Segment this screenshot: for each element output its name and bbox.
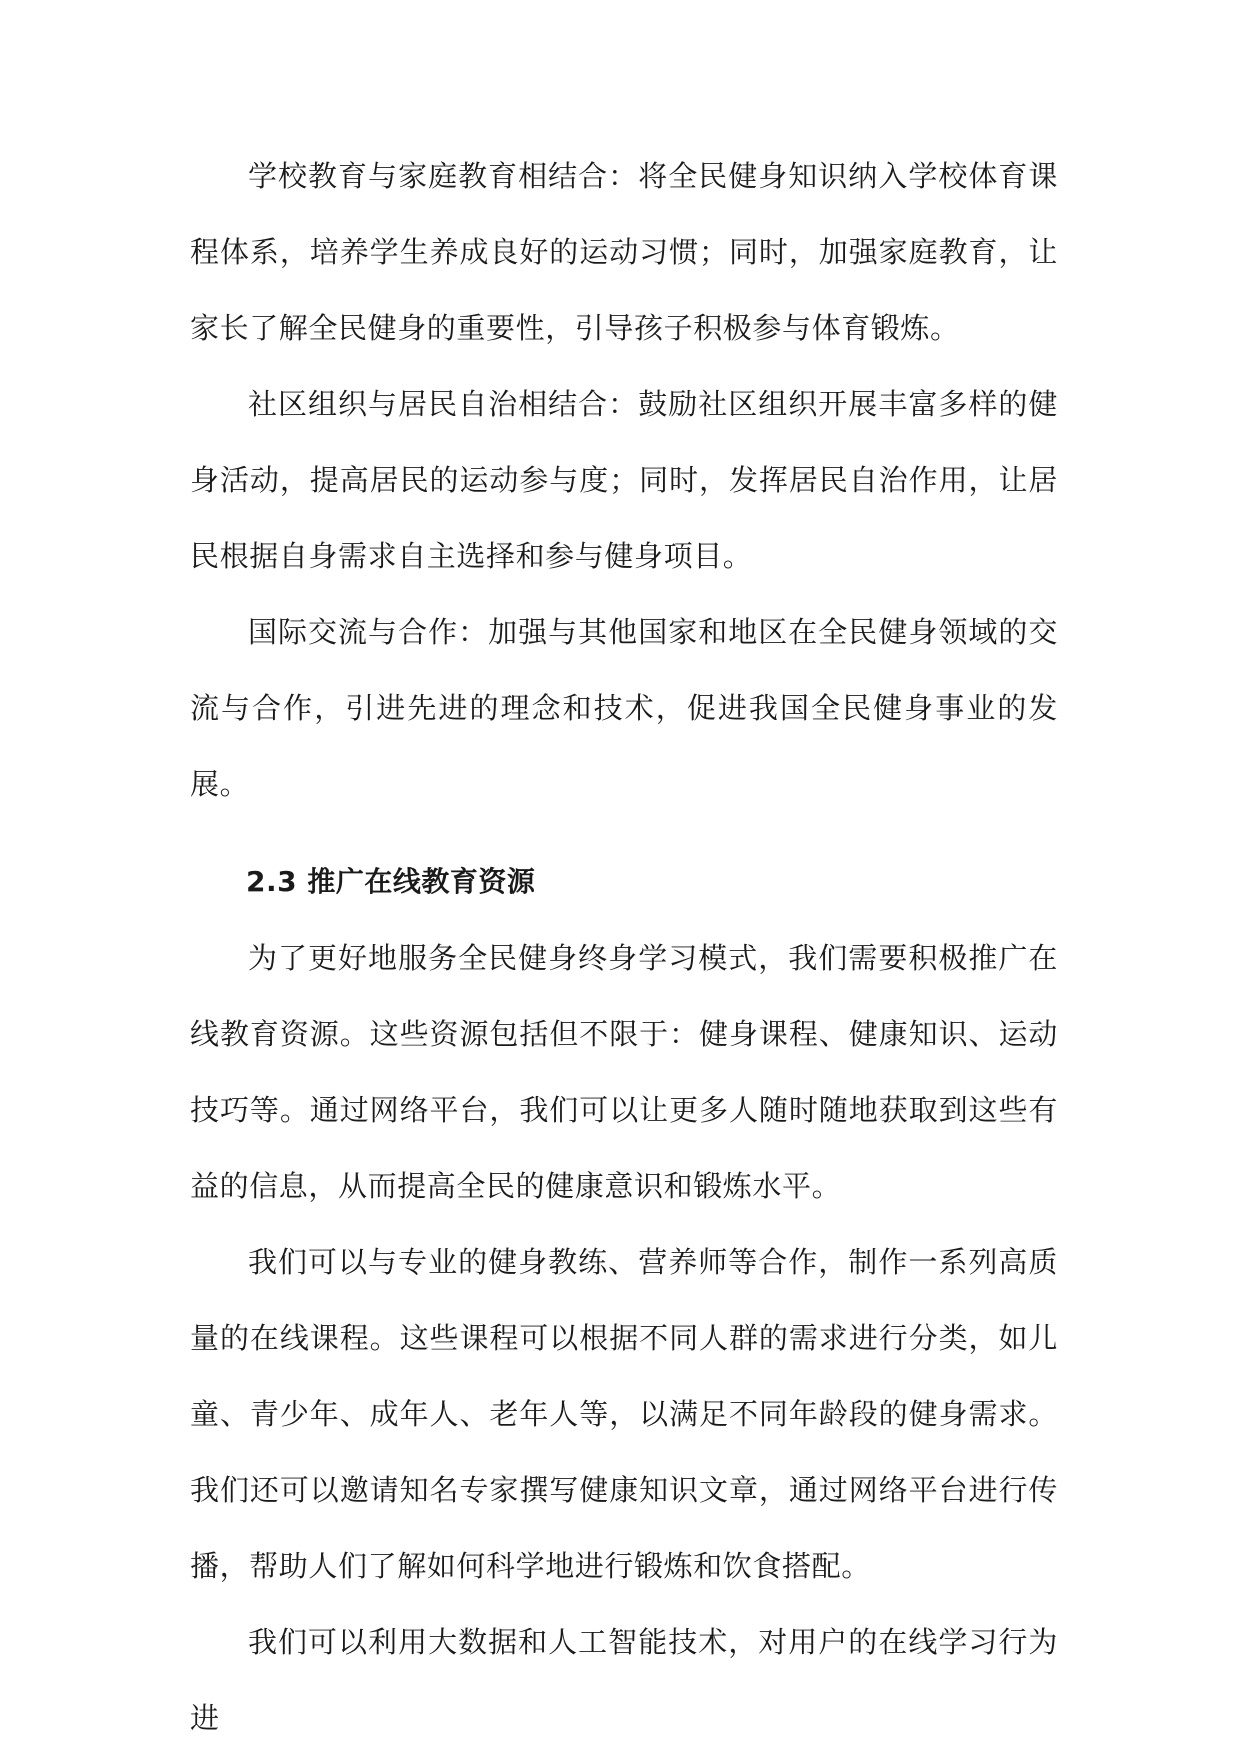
section-heading: 2.3 推广在线教育资源 — [246, 865, 536, 898]
paragraph-online-courses: 我们可以与专业的健身教练、营养师等合作，制作一系列高质量的在线课程。这些课程可以根据不同人群的需求进行分类，如儿童、青少年、成年人、老年人等，以满足不同年龄段的健身需求。我们还可以邀请知名专家撰写健康知识文章，通过网络平台进行传播，帮助人们了解如何科学地进行锻炼和饮食搭配。 — [190, 1245, 1058, 1583]
paragraph-international-exchange: 国际交流与合作：加强与其他国家和地区在全民健身领域的交流与合作，引进先进的理念和技术，促进我国全民健身事业的发展。 — [190, 615, 1058, 801]
paragraph-school-family-education: 学校教育与家庭教育相结合：将全民健身知识纳入学校体育课程体系，培养学生养成良好的运动习惯；同时，加强家庭教育，让家长了解全民健身的重要性，引导孩子积极参与体育锻炼。 — [190, 159, 1058, 345]
paragraph-big-data-ai: 我们可以利用大数据和人工智能技术，对用户的在线学习行为进 — [190, 1625, 1058, 1735]
paragraph-online-resources: 为了更好地服务全民健身终身学习模式，我们需要积极推广在线教育资源。这些资源包括但不限于：健身课程、健康知识、运动技巧等。通过网络平台，我们可以让更多人随时随地获取到这些有益的信息，从而提高全民的健康意识和锻炼水平。 — [190, 941, 1058, 1203]
document-page — [190, 138, 1058, 1756]
paragraph-community-organization: 社区组织与居民自治相结合：鼓励社区组织开展丰富多样的健身活动，提高居民的运动参与度；同时，发挥居民自治作用，让居民根据自身需求自主选择和参与健身项目。 — [190, 387, 1058, 573]
